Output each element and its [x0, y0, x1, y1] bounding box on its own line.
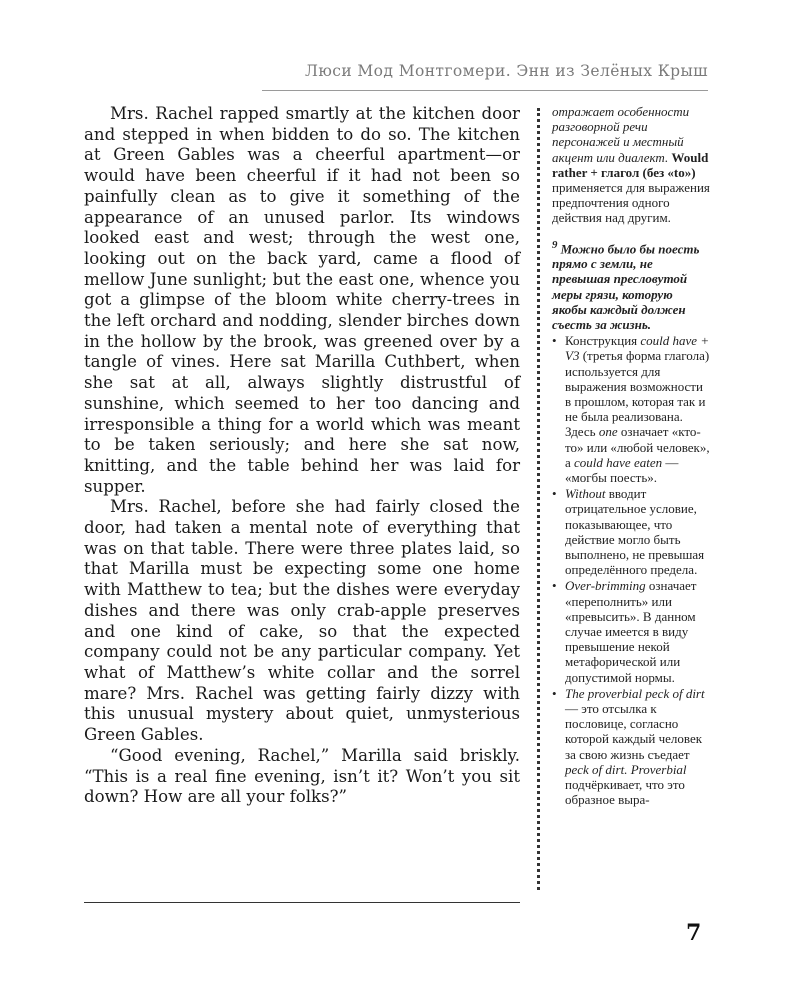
paragraph: “Good evening, Rachel,” Marilla said briskly. “This is a real fine evening, isn’t it? Won’t you sit down? How are all your folks?”	[84, 745, 520, 807]
list-item: • Конструкция could have + V3 (третья форма глагола) используется для выражения возможности в прошлом, которая так и не была реализована. Здесь one означает «кто-то» или «любой человек», а could have eaten — «могбы поесть».	[552, 333, 710, 485]
footnote-heading	[552, 238, 710, 333]
paragraph: Mrs. Rachel rapped smartly at the kitchen door and stepped in when bidden to do so. The kitchen at Green Gables was a cheerful apartment—or would have been cheerful if it had not been so painfully clean as to give it something of the appearance of an unused parlor. Its windows looked east and west; through the west one, looking out on the back yard, came a flood of mellow June sunlight; but the east one, whence you got a glimpse of the bloom white cherry-trees in the left orchard and nodding, slender birches down in the hollow by the brook, was greened over by a tangle of vines. Here sat Marilla Cuthbert, when she sat at all, always slightly distrustful of sunshine, which seemed to her too dancing and irresponsible a thing for a world which was meant to be taken seriously; and here she sat now, knitting, and the table behind her was laid for supper.	[84, 104, 520, 496]
list-item: • The proverbial peck of dirt — это отсылка к пословице, согласно которой каждый человек за свою жизнь съедает peck of dirt. Proverbial подчёркивает, что это образное выра-	[552, 685, 705, 808]
main-text-column	[84, 104, 520, 808]
margin-bullet-list	[552, 333, 710, 807]
footnote-number: 9	[552, 238, 558, 251]
intro-rest: применяется для выражения предпочтения одного действия над другим.	[552, 180, 710, 226]
bullet-icon: •	[552, 685, 557, 701]
paragraph: Mrs. Rachel, before she had fairly closed the door, had taken a mental note of everything that was on that table. There were three plates laid, so that Marilla must be expecting some one home with Matthew to tea; but the dishes were everyday dishes and there was only crab-apple preserves and one kind of cake, so that the expected company could not be any particular company. Yet what of Matthew’s white collar and the sorrel mare? Mrs. Rachel was getting fairly dizzy with this unusual mystery about quiet, unmysterious Green Gables.	[84, 497, 520, 745]
text-bottom-rule	[84, 902, 520, 903]
page-number: 7	[686, 920, 702, 946]
intro-italic: отражает особенности разговорной речи персонажей и местный акцент или диалект.	[552, 104, 690, 165]
bullet-icon: •	[552, 486, 557, 502]
bullet-icon: •	[552, 578, 557, 594]
list-item: • Without вводит отрицательное условие, показывающее, что действие могло быть выполнено, не превышая определённого предела.	[552, 486, 705, 578]
list-item: • Over-brimming означает «переполнить» или «превысить». В данном случае имеется в виду превышение некой метафорической или допустимой нормы.	[552, 578, 697, 685]
bullet-icon: •	[552, 333, 557, 349]
running-header: Люси Мод Монтгомери. Энн из Зелёных Крыш	[305, 62, 708, 80]
margin-dotted-divider	[537, 108, 540, 890]
margin-notes	[552, 104, 710, 807]
footnote-text: Можно было бы поесть прямо с земли, не превышая пресловутой меры грязи, которую якобы каждый должен съесть за жизнь.	[552, 240, 700, 332]
margin-note-intro	[552, 104, 710, 226]
header-rule	[262, 90, 708, 91]
intro-bold: Would rather + глагол (без «to»)	[552, 149, 709, 180]
